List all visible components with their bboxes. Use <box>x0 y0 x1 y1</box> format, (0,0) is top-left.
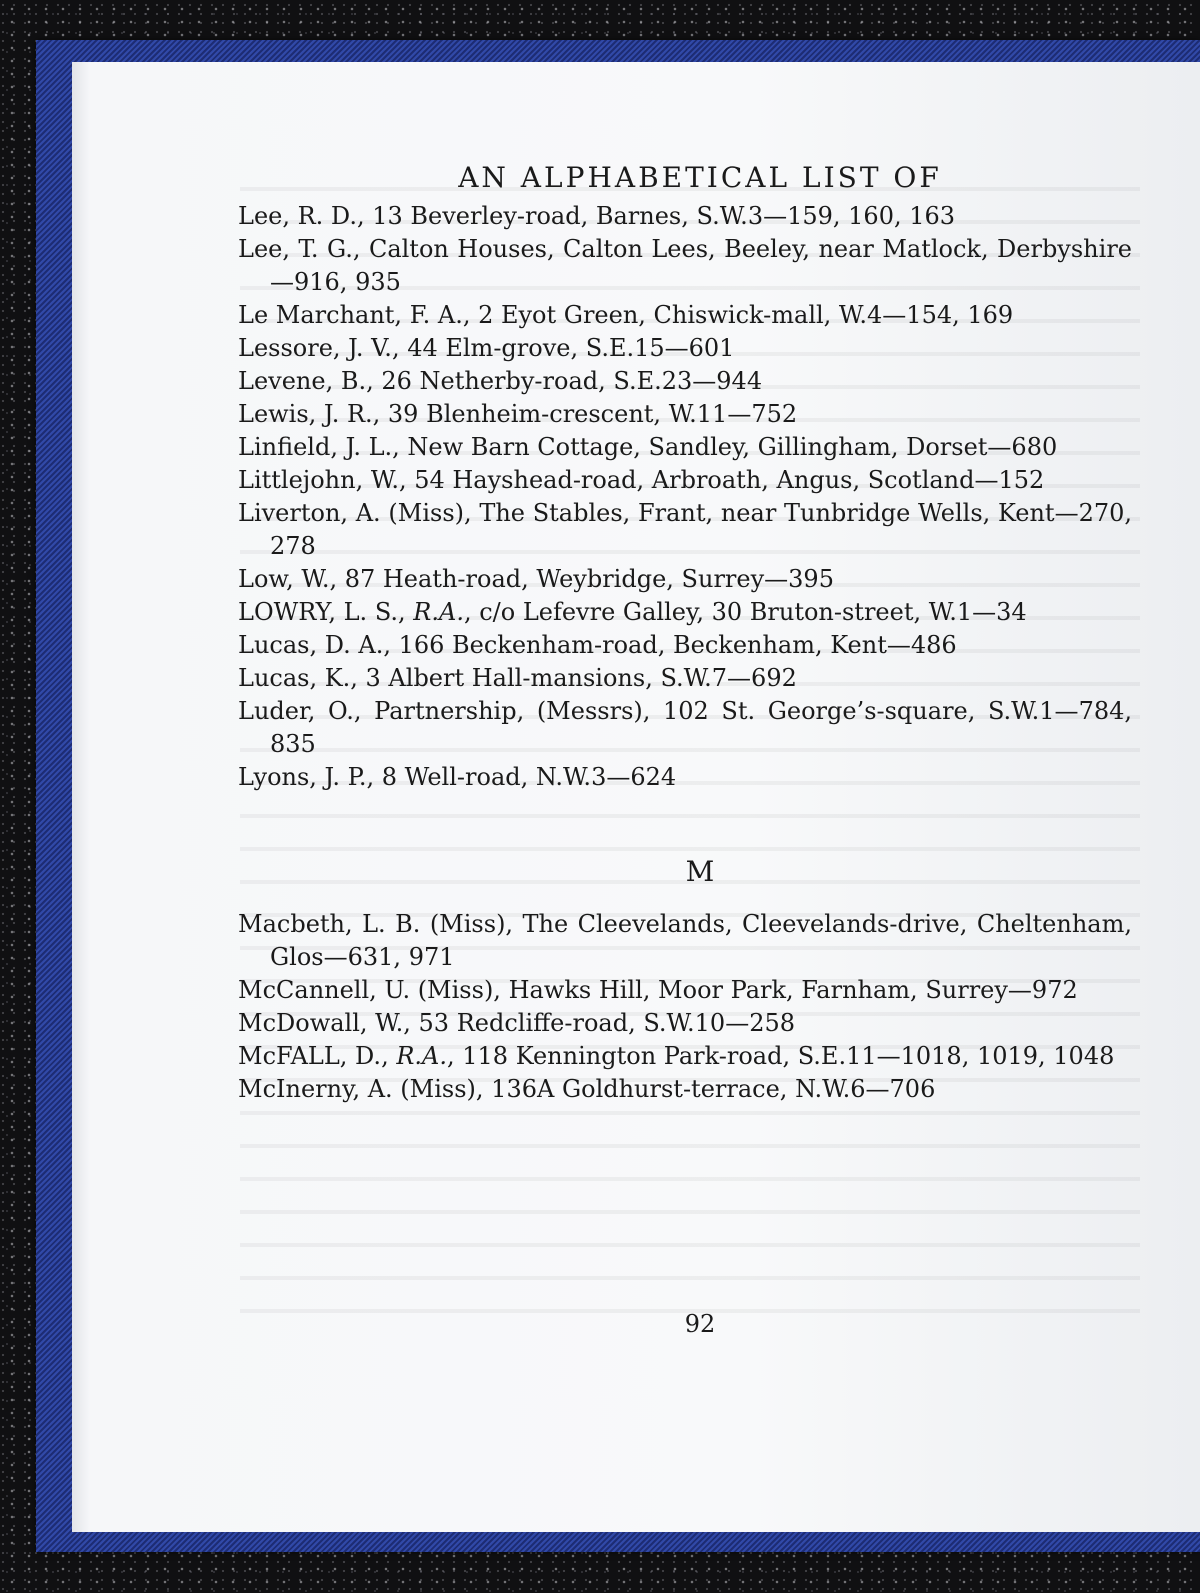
entry-catalogue-numbers: 270, 278 <box>270 499 1132 560</box>
entry-title-abbrev: R.A. <box>413 598 464 626</box>
entries-m <box>238 908 1132 1106</box>
entry-catalogue-numbers: 631, 971 <box>347 943 455 971</box>
entry-catalogue-numbers: 258 <box>749 1009 796 1037</box>
entry-catalogue-numbers: 159, 160, 163 <box>787 202 956 230</box>
list-entry: Luder, O., Partnership, (Messrs), 102 St. George’s-square, S.W.1—784, 835 <box>238 697 1132 758</box>
list-entry: Low, W., 87 Heath-road, Weybridge, Surrey—395 <box>238 565 834 593</box>
entry-catalogue-numbers: 624 <box>630 763 677 791</box>
list-entry: Linfield, J. L., New Barn Cottage, Sandley, Gillingham, Dorset—680 <box>238 433 1058 461</box>
entry-catalogue-numbers: 152 <box>998 466 1045 494</box>
list-entry: McInerny, A. (Miss), 136A Goldhurst-terrace, N.W.6—706 <box>238 1075 936 1103</box>
entry-catalogue-numbers: 1018, 1019, 1048 <box>900 1042 1115 1070</box>
entries-l <box>238 200 1132 794</box>
entry-catalogue-numbers: 34 <box>996 598 1027 626</box>
entry-title-abbrev: R.A. <box>396 1042 447 1070</box>
entry-catalogue-numbers: 972 <box>1031 976 1078 1004</box>
list-entry: Lewis, J. R., 39 Blenheim-crescent, W.11—752 <box>238 400 798 428</box>
entry-catalogue-numbers: 916, 935 <box>294 268 401 296</box>
list-entry: McDowall, W., 53 Redcliffe-road, S.W.10—258 <box>238 1009 796 1037</box>
entry-catalogue-numbers: 752 <box>751 400 798 428</box>
entry-catalogue-numbers: 395 <box>788 565 834 593</box>
list-entry: Le Marchant, F. A., 2 Eyot Green, Chiswick-mall, W.4—154, 169 <box>238 301 1014 329</box>
entry-catalogue-numbers: 154, 169 <box>906 301 1014 329</box>
list-entry: LOWRY, L. S., R.A., c/o Lefevre Galley, 30 Bruton-street, W.1—34 <box>238 598 1027 626</box>
entry-catalogue-numbers: 680 <box>1011 433 1058 461</box>
list-entry: McFALL, D., R.A., 118 Kennington Park-road, S.E.11—1018, 1019, 1048 <box>238 1042 1115 1070</box>
section-letter: M <box>685 855 715 888</box>
list-entry: Lucas, D. A., 166 Beckenham-road, Beckenham, Kent—486 <box>238 631 957 659</box>
entry-catalogue-numbers: 706 <box>889 1075 936 1103</box>
entry-catalogue-numbers: 784, 835 <box>270 697 1132 758</box>
list-entry: McCannell, U. (Miss), Hawks Hill, Moor Park, Farnham, Surrey—972 <box>238 976 1078 1004</box>
entry-catalogue-numbers: 601 <box>688 334 735 362</box>
list-entry: Lee, R. D., 13 Beverley-road, Barnes, S.W.3—159, 160, 163 <box>238 202 956 230</box>
entry-catalogue-numbers: 692 <box>751 664 797 692</box>
page-number: 92 <box>684 1310 716 1338</box>
list-entry: Levene, B., 26 Netherby-road, S.E.23—944 <box>238 367 763 395</box>
list-entry: Lessore, J. V., 44 Elm-grove, S.E.15—601 <box>238 334 735 362</box>
entry-catalogue-numbers: 486 <box>910 631 957 659</box>
list-entry: Lee, T. G., Calton Houses, Calton Lees, Beeley, near Matlock, Derbyshire—916, 935 <box>238 235 1132 296</box>
list-entry: Macbeth, L. B. (Miss), The Cleevelands, Cleevelands-drive, Cheltenham, Glos—631, 971 <box>238 910 1132 971</box>
list-entry: Littlejohn, W., 54 Hayshead-road, Arbroath, Angus, Scotland—152 <box>238 466 1045 494</box>
entry-catalogue-numbers: 944 <box>716 367 763 395</box>
list-entry: Lucas, K., 3 Albert Hall-mansions, S.W.7—692 <box>238 664 797 692</box>
list-entry: Liverton, A. (Miss), The Stables, Frant, near Tunbridge Wells, Kent—270, 278 <box>238 499 1132 560</box>
page-header: AN ALPHABETICAL LIST OF <box>458 161 942 194</box>
page-content <box>238 160 1132 1106</box>
list-entry: Lyons, J. P., 8 Well-road, N.W.3—624 <box>238 763 677 791</box>
